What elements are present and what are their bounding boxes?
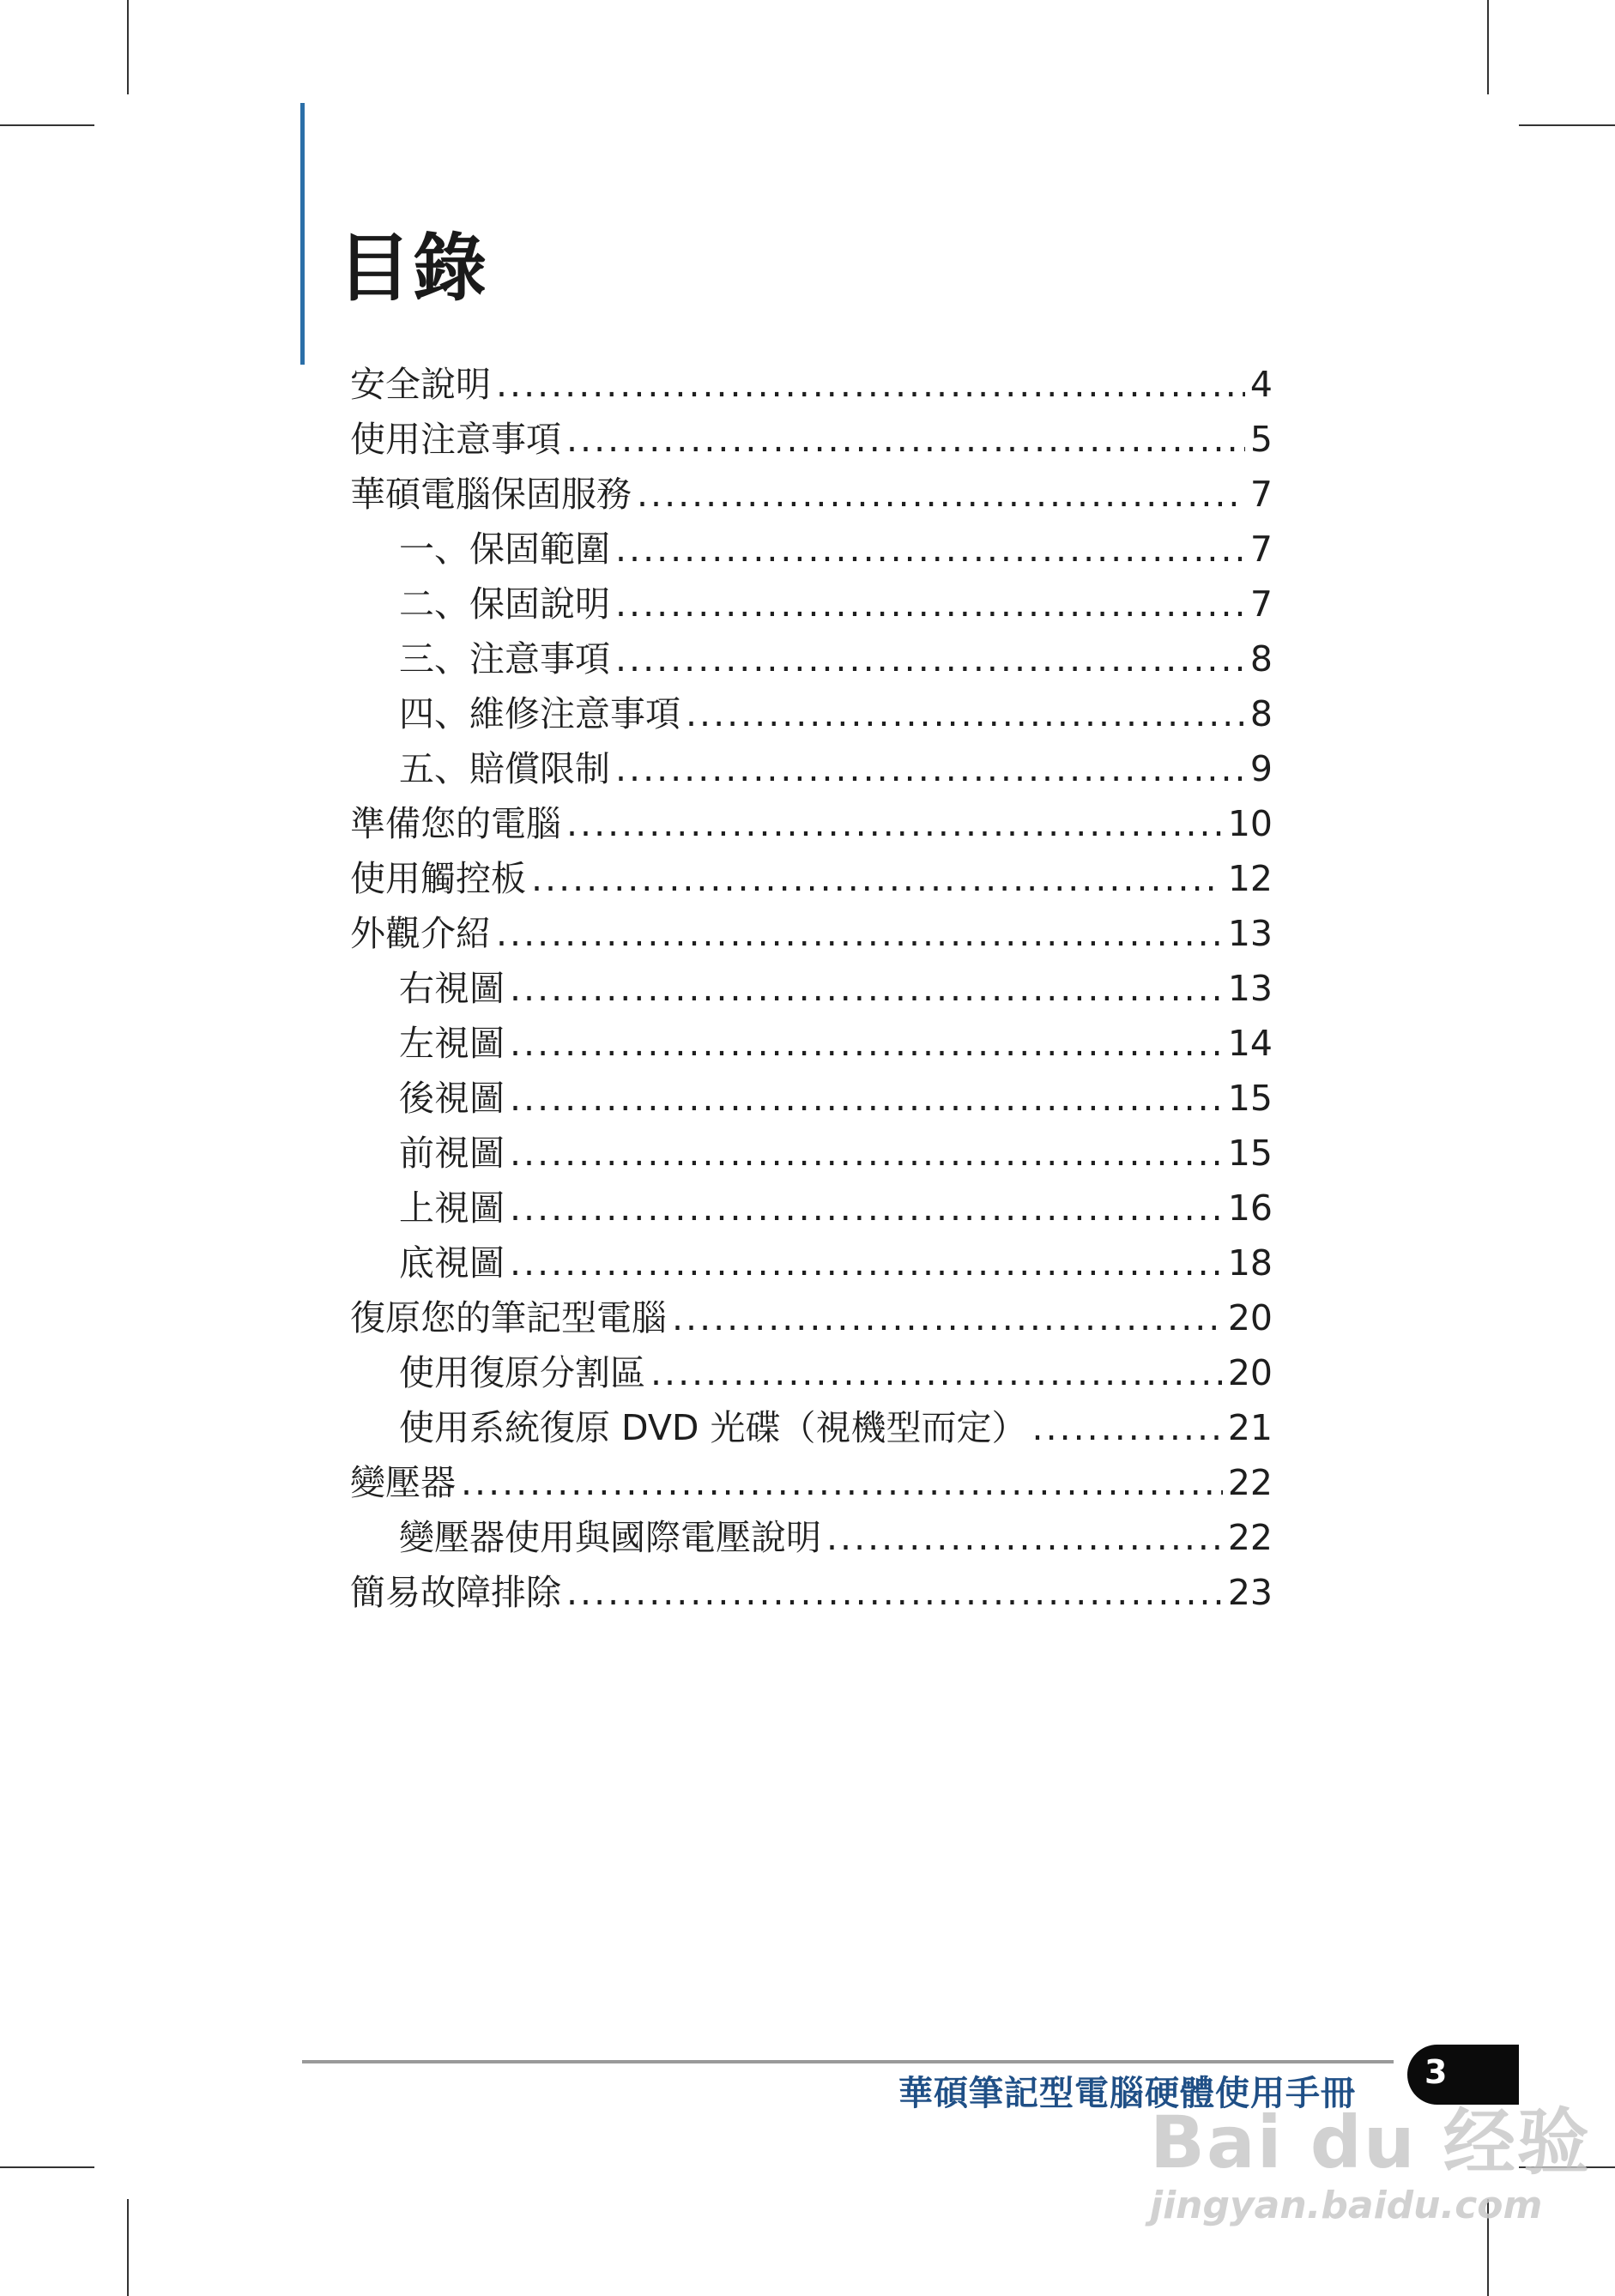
toc-entry-page: 7 — [1249, 529, 1273, 570]
crop-mark-top-right — [1487, 0, 1489, 94]
crop-mark-bottom-left-h — [0, 2166, 94, 2168]
toc-entry-page: 15 — [1227, 1133, 1273, 1174]
toc-entry[interactable] — [350, 1016, 1273, 1071]
toc-entry-label: 三、注意事項 — [399, 638, 610, 680]
toc-entry[interactable] — [350, 631, 1273, 686]
toc-dot-leader — [637, 467, 1245, 522]
toc-entry[interactable] — [350, 1345, 1273, 1400]
toc-entry-label: 準備您的電腦 — [350, 803, 561, 844]
toc-entry[interactable] — [350, 906, 1273, 961]
toc-entry[interactable] — [350, 961, 1273, 1016]
page-number: 3 — [1424, 2053, 1448, 2091]
toc-entry-page: 21 — [1227, 1407, 1273, 1448]
toc-dot-leader — [510, 1016, 1223, 1071]
toc-entry-label: 使用觸控板 — [350, 858, 526, 899]
toc-dot-leader — [615, 741, 1245, 796]
toc-entry-label: 簡易故障排除 — [350, 1572, 561, 1613]
toc-entry[interactable] — [350, 1400, 1273, 1455]
toc-dot-leader — [672, 1290, 1223, 1345]
toc-entry-page: 13 — [1227, 968, 1273, 1009]
toc-entry-page: 4 — [1249, 364, 1273, 405]
footer-manual-title: 華碩筆記型電腦硬體使用手冊 — [898, 2074, 1356, 2113]
toc-entry-page: 14 — [1227, 1023, 1273, 1064]
toc-entry-label: 變壓器 — [350, 1462, 456, 1503]
crop-mark-top-left — [127, 0, 129, 94]
footer-divider — [302, 2060, 1394, 2063]
toc-entry-label: 二、保固說明 — [399, 583, 610, 625]
toc-entry-label: 使用復原分割區 — [399, 1352, 645, 1393]
toc-entry[interactable] — [350, 522, 1273, 577]
toc-dot-leader — [510, 1236, 1223, 1290]
toc-dot-leader — [686, 686, 1245, 741]
toc-entry[interactable] — [350, 796, 1273, 851]
toc-entry[interactable] — [350, 1290, 1273, 1345]
page-title: 目錄 — [337, 226, 488, 311]
toc-entry[interactable] — [350, 741, 1273, 796]
toc-entry-label: 復原您的筆記型電腦 — [350, 1297, 667, 1338]
toc-dot-leader — [510, 1126, 1223, 1181]
toc-entry-label: 前視圖 — [399, 1133, 505, 1174]
table-of-contents — [350, 357, 1273, 1620]
toc-entry[interactable] — [350, 467, 1273, 522]
toc-entry-page: 16 — [1227, 1187, 1273, 1229]
crop-mark-top-left-h — [0, 124, 94, 126]
toc-entry-page: 20 — [1227, 1297, 1273, 1338]
toc-entry-page: 23 — [1227, 1572, 1273, 1613]
toc-entry[interactable] — [350, 1510, 1273, 1565]
toc-entry-page: 20 — [1227, 1352, 1273, 1393]
toc-entry[interactable] — [350, 1455, 1273, 1510]
toc-entry-label: 底視圖 — [399, 1242, 505, 1284]
toc-dot-leader — [826, 1510, 1223, 1565]
toc-entry-page: 7 — [1249, 474, 1273, 515]
toc-entry[interactable] — [350, 1071, 1273, 1126]
toc-entry-page: 13 — [1227, 913, 1273, 954]
toc-entry-label: 右視圖 — [399, 968, 505, 1009]
toc-entry-label: 四、維修注意事項 — [399, 693, 680, 734]
toc-entry-page: 7 — [1249, 583, 1273, 625]
toc-entry-page: 12 — [1227, 858, 1273, 899]
toc-entry-page: 8 — [1249, 638, 1273, 680]
toc-entry-label: 五、賠償限制 — [399, 748, 610, 789]
toc-dot-leader — [566, 796, 1223, 851]
toc-entry[interactable] — [350, 357, 1273, 412]
title-accent-bar — [300, 103, 305, 365]
toc-entry[interactable] — [350, 1236, 1273, 1290]
toc-dot-leader — [615, 631, 1245, 686]
toc-entry[interactable] — [350, 1181, 1273, 1236]
toc-entry[interactable] — [350, 577, 1273, 631]
toc-entry-page: 15 — [1227, 1078, 1273, 1119]
toc-entry-page: 18 — [1227, 1242, 1273, 1284]
toc-entry-label: 一、保固範圍 — [399, 529, 610, 570]
toc-dot-leader — [566, 412, 1245, 467]
toc-entry-label: 華碩電腦保固服務 — [350, 474, 632, 515]
toc-dot-leader — [461, 1455, 1223, 1510]
toc-entry-label: 後視圖 — [399, 1078, 505, 1119]
toc-entry-page: 22 — [1227, 1462, 1273, 1503]
toc-dot-leader — [566, 1565, 1223, 1620]
toc-entry-page: 22 — [1227, 1517, 1273, 1558]
toc-entry[interactable] — [350, 1126, 1273, 1181]
toc-entry-label: 外觀介紹 — [350, 913, 491, 954]
toc-dot-leader — [615, 577, 1245, 631]
watermark — [1150, 2085, 1591, 2227]
toc-entry-page: 10 — [1227, 803, 1273, 844]
toc-entry[interactable] — [350, 686, 1273, 741]
toc-dot-leader — [510, 1071, 1223, 1126]
toc-entry[interactable] — [350, 851, 1273, 906]
toc-dot-leader — [510, 961, 1223, 1016]
crop-mark-bottom-left — [127, 2199, 129, 2296]
watermark-logo: Bai du 经验 — [1150, 2100, 1591, 2184]
toc-entry[interactable] — [350, 412, 1273, 467]
toc-entry-page: 9 — [1249, 748, 1273, 789]
watermark-url: jingyan.baidu.com — [1150, 2184, 1543, 2227]
toc-dot-leader — [650, 1345, 1223, 1400]
toc-dot-leader — [496, 906, 1223, 961]
toc-entry-label: 變壓器使用與國際電壓說明 — [399, 1517, 821, 1558]
toc-entry-label: 安全說明 — [350, 364, 491, 405]
toc-entry-page: 8 — [1249, 693, 1273, 734]
toc-dot-leader — [615, 522, 1245, 577]
toc-dot-leader — [1032, 1400, 1223, 1455]
toc-dot-leader — [510, 1181, 1223, 1236]
toc-entry[interactable] — [350, 1565, 1273, 1620]
toc-entry-label: 左視圖 — [399, 1023, 505, 1064]
toc-dot-leader — [496, 357, 1245, 412]
toc-entry-page: 5 — [1249, 419, 1273, 460]
crop-mark-top-right-h — [1519, 124, 1615, 126]
toc-entry-label: 上視圖 — [399, 1187, 505, 1229]
toc-entry-label: 使用注意事項 — [350, 419, 561, 460]
toc-dot-leader — [531, 851, 1223, 906]
toc-entry-label: 使用系統復原 DVD 光碟（視機型而定） — [399, 1407, 1027, 1448]
